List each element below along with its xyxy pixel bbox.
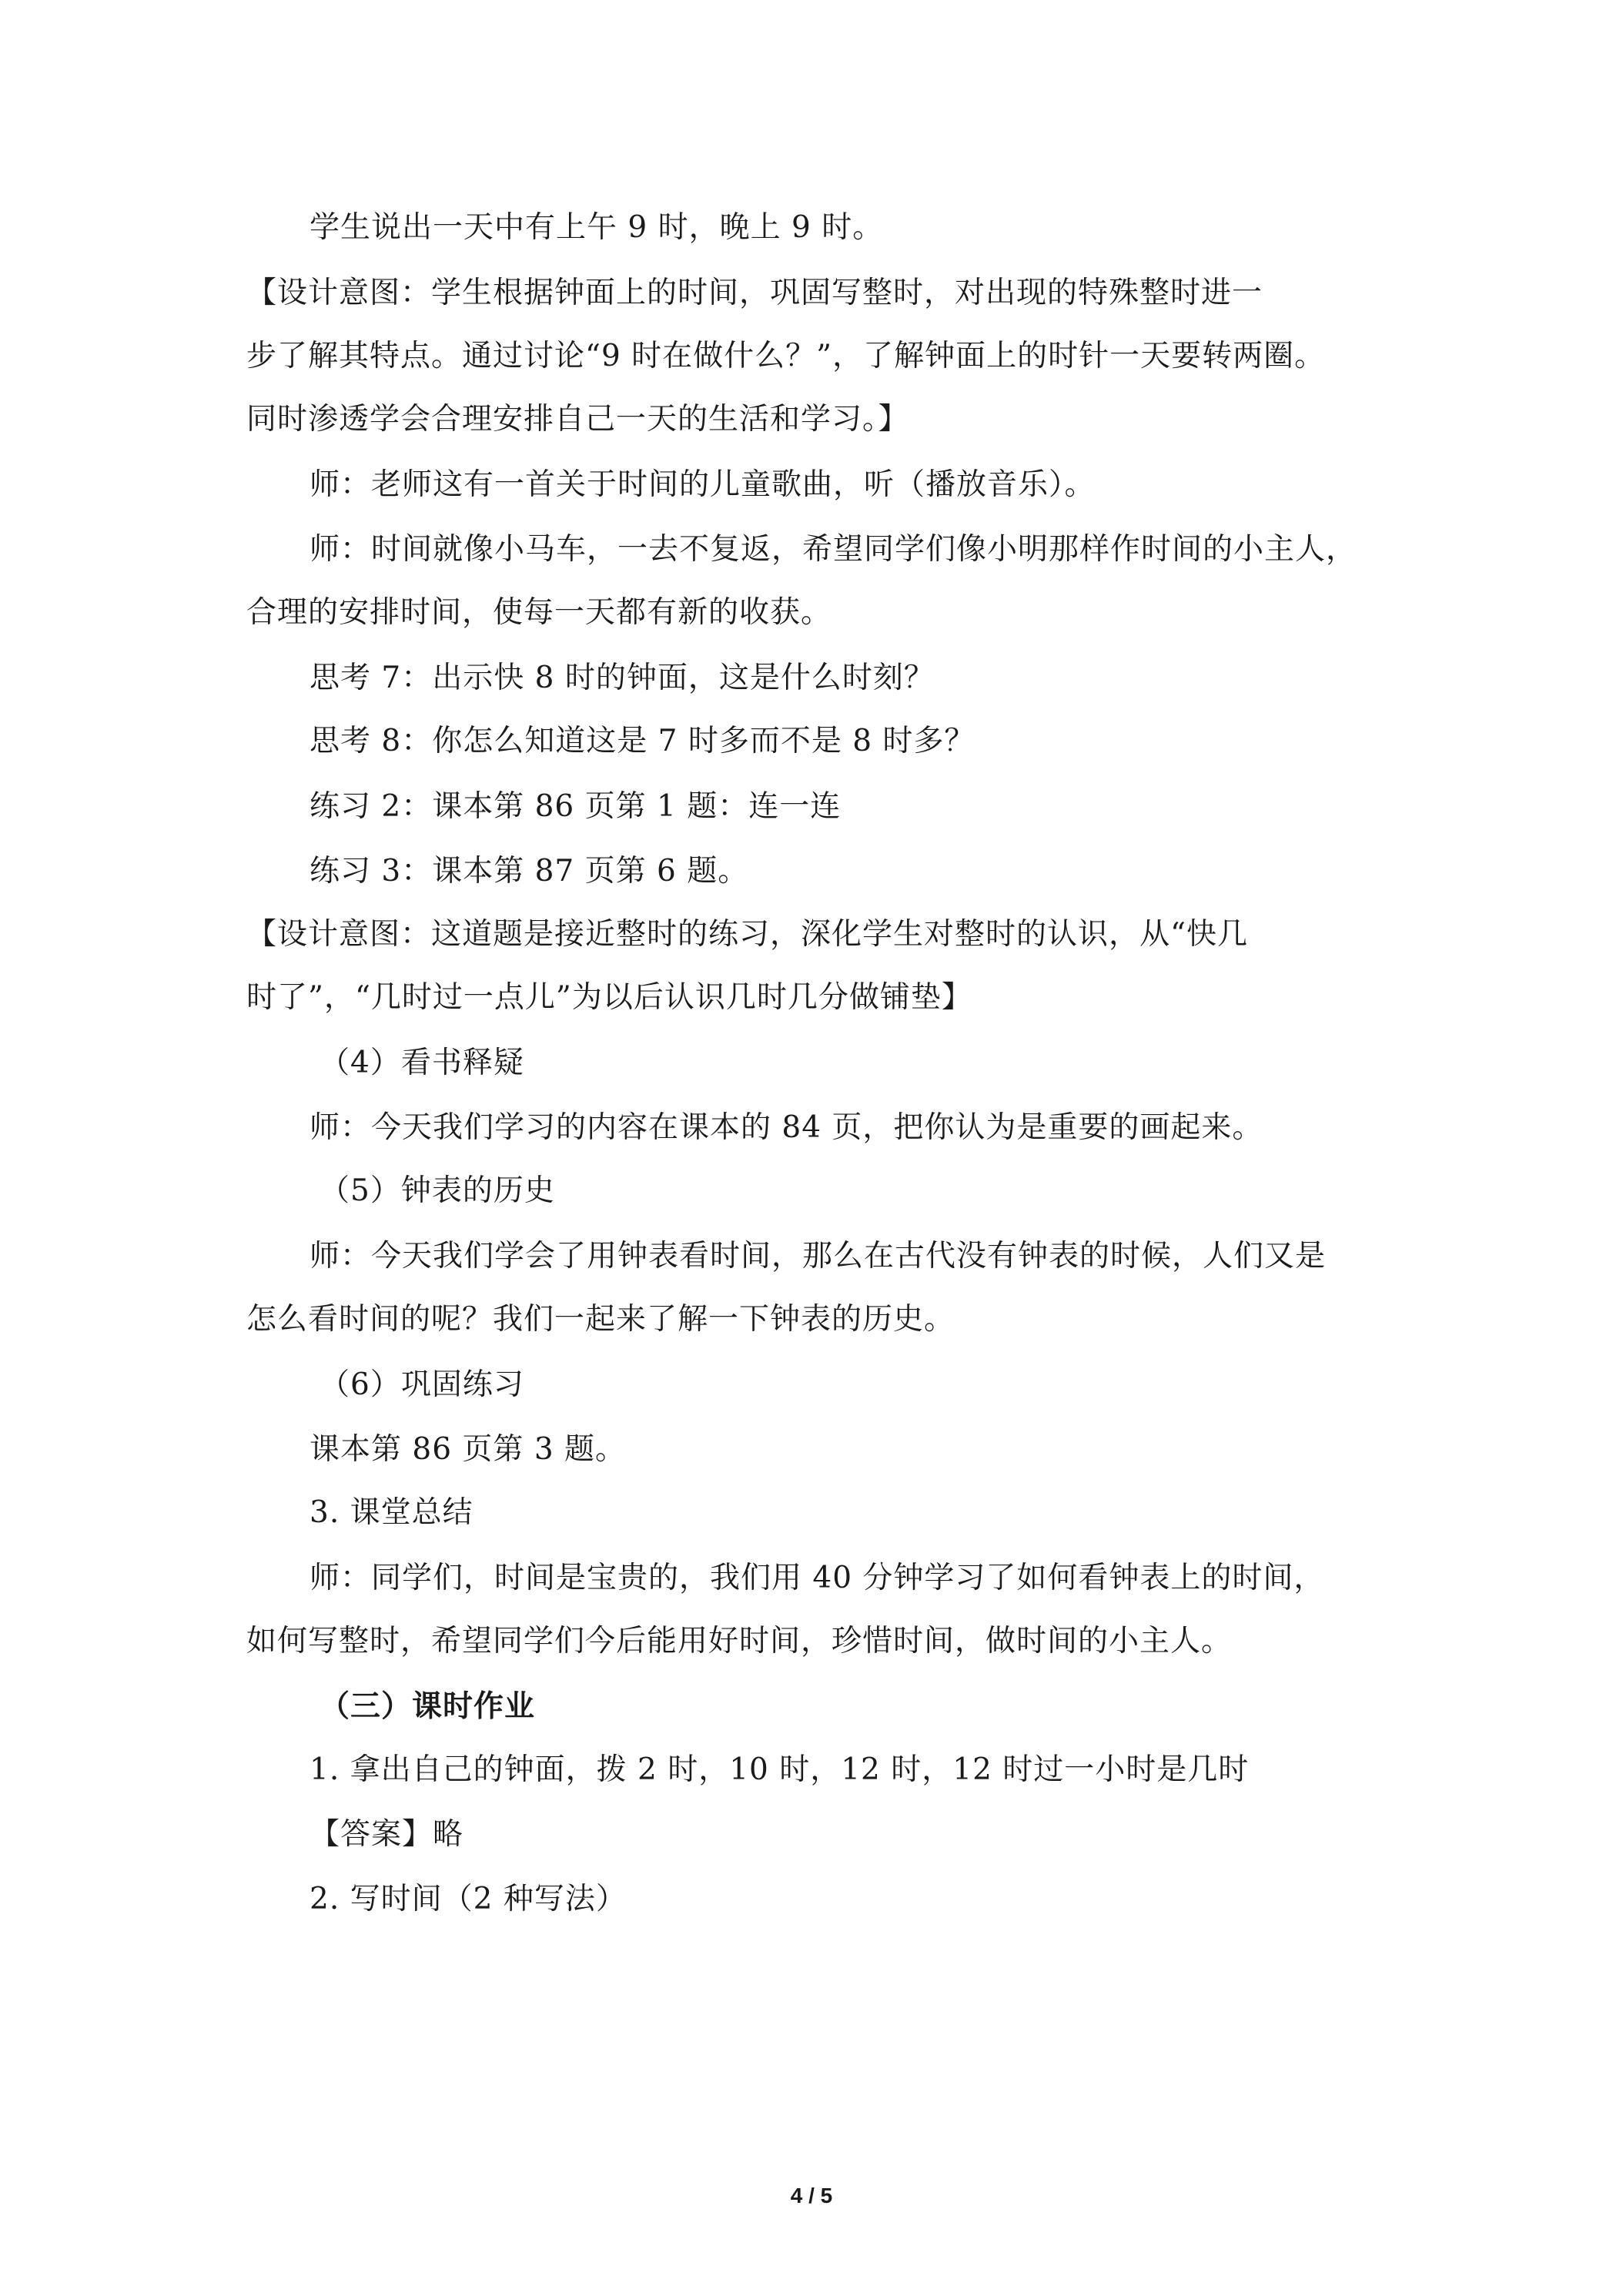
answer-line: 【答案】略: [310, 1817, 464, 1852]
paragraph-line: 时了”，“几时过一点儿”为以后认识几时几分做铺垫】: [246, 980, 972, 1015]
paragraph-line: 怎么看时间的呢？我们一起来了解一下钟表的历史。: [246, 1302, 955, 1337]
exercise-line: 练习 2：课本第 86 页第 1 题：连一连: [310, 789, 842, 824]
think-line: 思考 8：你怎么知道这是 7 时多而不是 8 时多？: [310, 724, 975, 758]
teacher-line: 师：同学们，时间是宝贵的，我们用 40 分钟学习了如何看钟表上的时间，: [310, 1561, 1325, 1595]
paragraph-line: 学生说出一天中有上午 9 时，晚上 9 时。: [310, 210, 884, 245]
exercise-line: 练习 3：课本第 87 页第 6 题。: [310, 854, 749, 889]
section-heading: （5）钟表的历史: [320, 1173, 555, 1208]
think-line: 思考 7：出示快 8 时的钟面，这是什么时刻？: [310, 661, 935, 695]
homework-item: 1. 拿出自己的钟面，拨 2 时，10 时，12 时，12 时过一小时是几时: [310, 1752, 1250, 1787]
homework-item: 2. 写时间（2 种写法）: [310, 1882, 627, 1916]
page-number: 4 / 5: [790, 2184, 833, 2207]
design-intent-line: 【设计意图：学生根据钟面上的时间，巩固写整时，对出现的特殊整时进一: [246, 276, 1263, 310]
teacher-line: 师：今天我们学会了用钟表看时间，那么在古代没有钟表的时候，人们又是: [310, 1239, 1327, 1274]
homework-heading: （三）课时作业: [320, 1689, 536, 1724]
section-heading: 3. 课堂总结: [310, 1495, 474, 1530]
paragraph-line: 步了解其特点。通过讨论“9 时在做什么？”，了解钟面上的时针一天要转两圈。: [246, 339, 1326, 373]
teacher-line: 师：时间就像小马车，一去不复返，希望同学们像小明那样作时间的小主人，: [310, 532, 1357, 567]
teacher-line: 师：老师这有一首关于时间的儿童歌曲，听（播放音乐）。: [310, 467, 1096, 502]
paragraph-line: 如何写整时，希望同学们今后能用好时间，珍惜时间，做时间的小主人。: [246, 1624, 1233, 1658]
teacher-line: 师：今天我们学习的内容在课本的 84 页，把你认为是重要的画起来。: [310, 1110, 1263, 1145]
paragraph-line: 合理的安排时间，使每一天都有新的收获。: [246, 595, 832, 630]
paragraph-line: 同时渗透学会合理安排自己一天的生活和学习。】: [246, 402, 909, 437]
paragraph-line: 课本第 86 页第 3 题。: [310, 1432, 627, 1467]
design-intent-line: 【设计意图：这道题是接近整时的练习，深化学生对整时的认识，从“快几: [246, 917, 1248, 952]
section-heading: （6）巩固练习: [320, 1367, 524, 1402]
section-heading: （4）看书释疑: [320, 1046, 524, 1080]
